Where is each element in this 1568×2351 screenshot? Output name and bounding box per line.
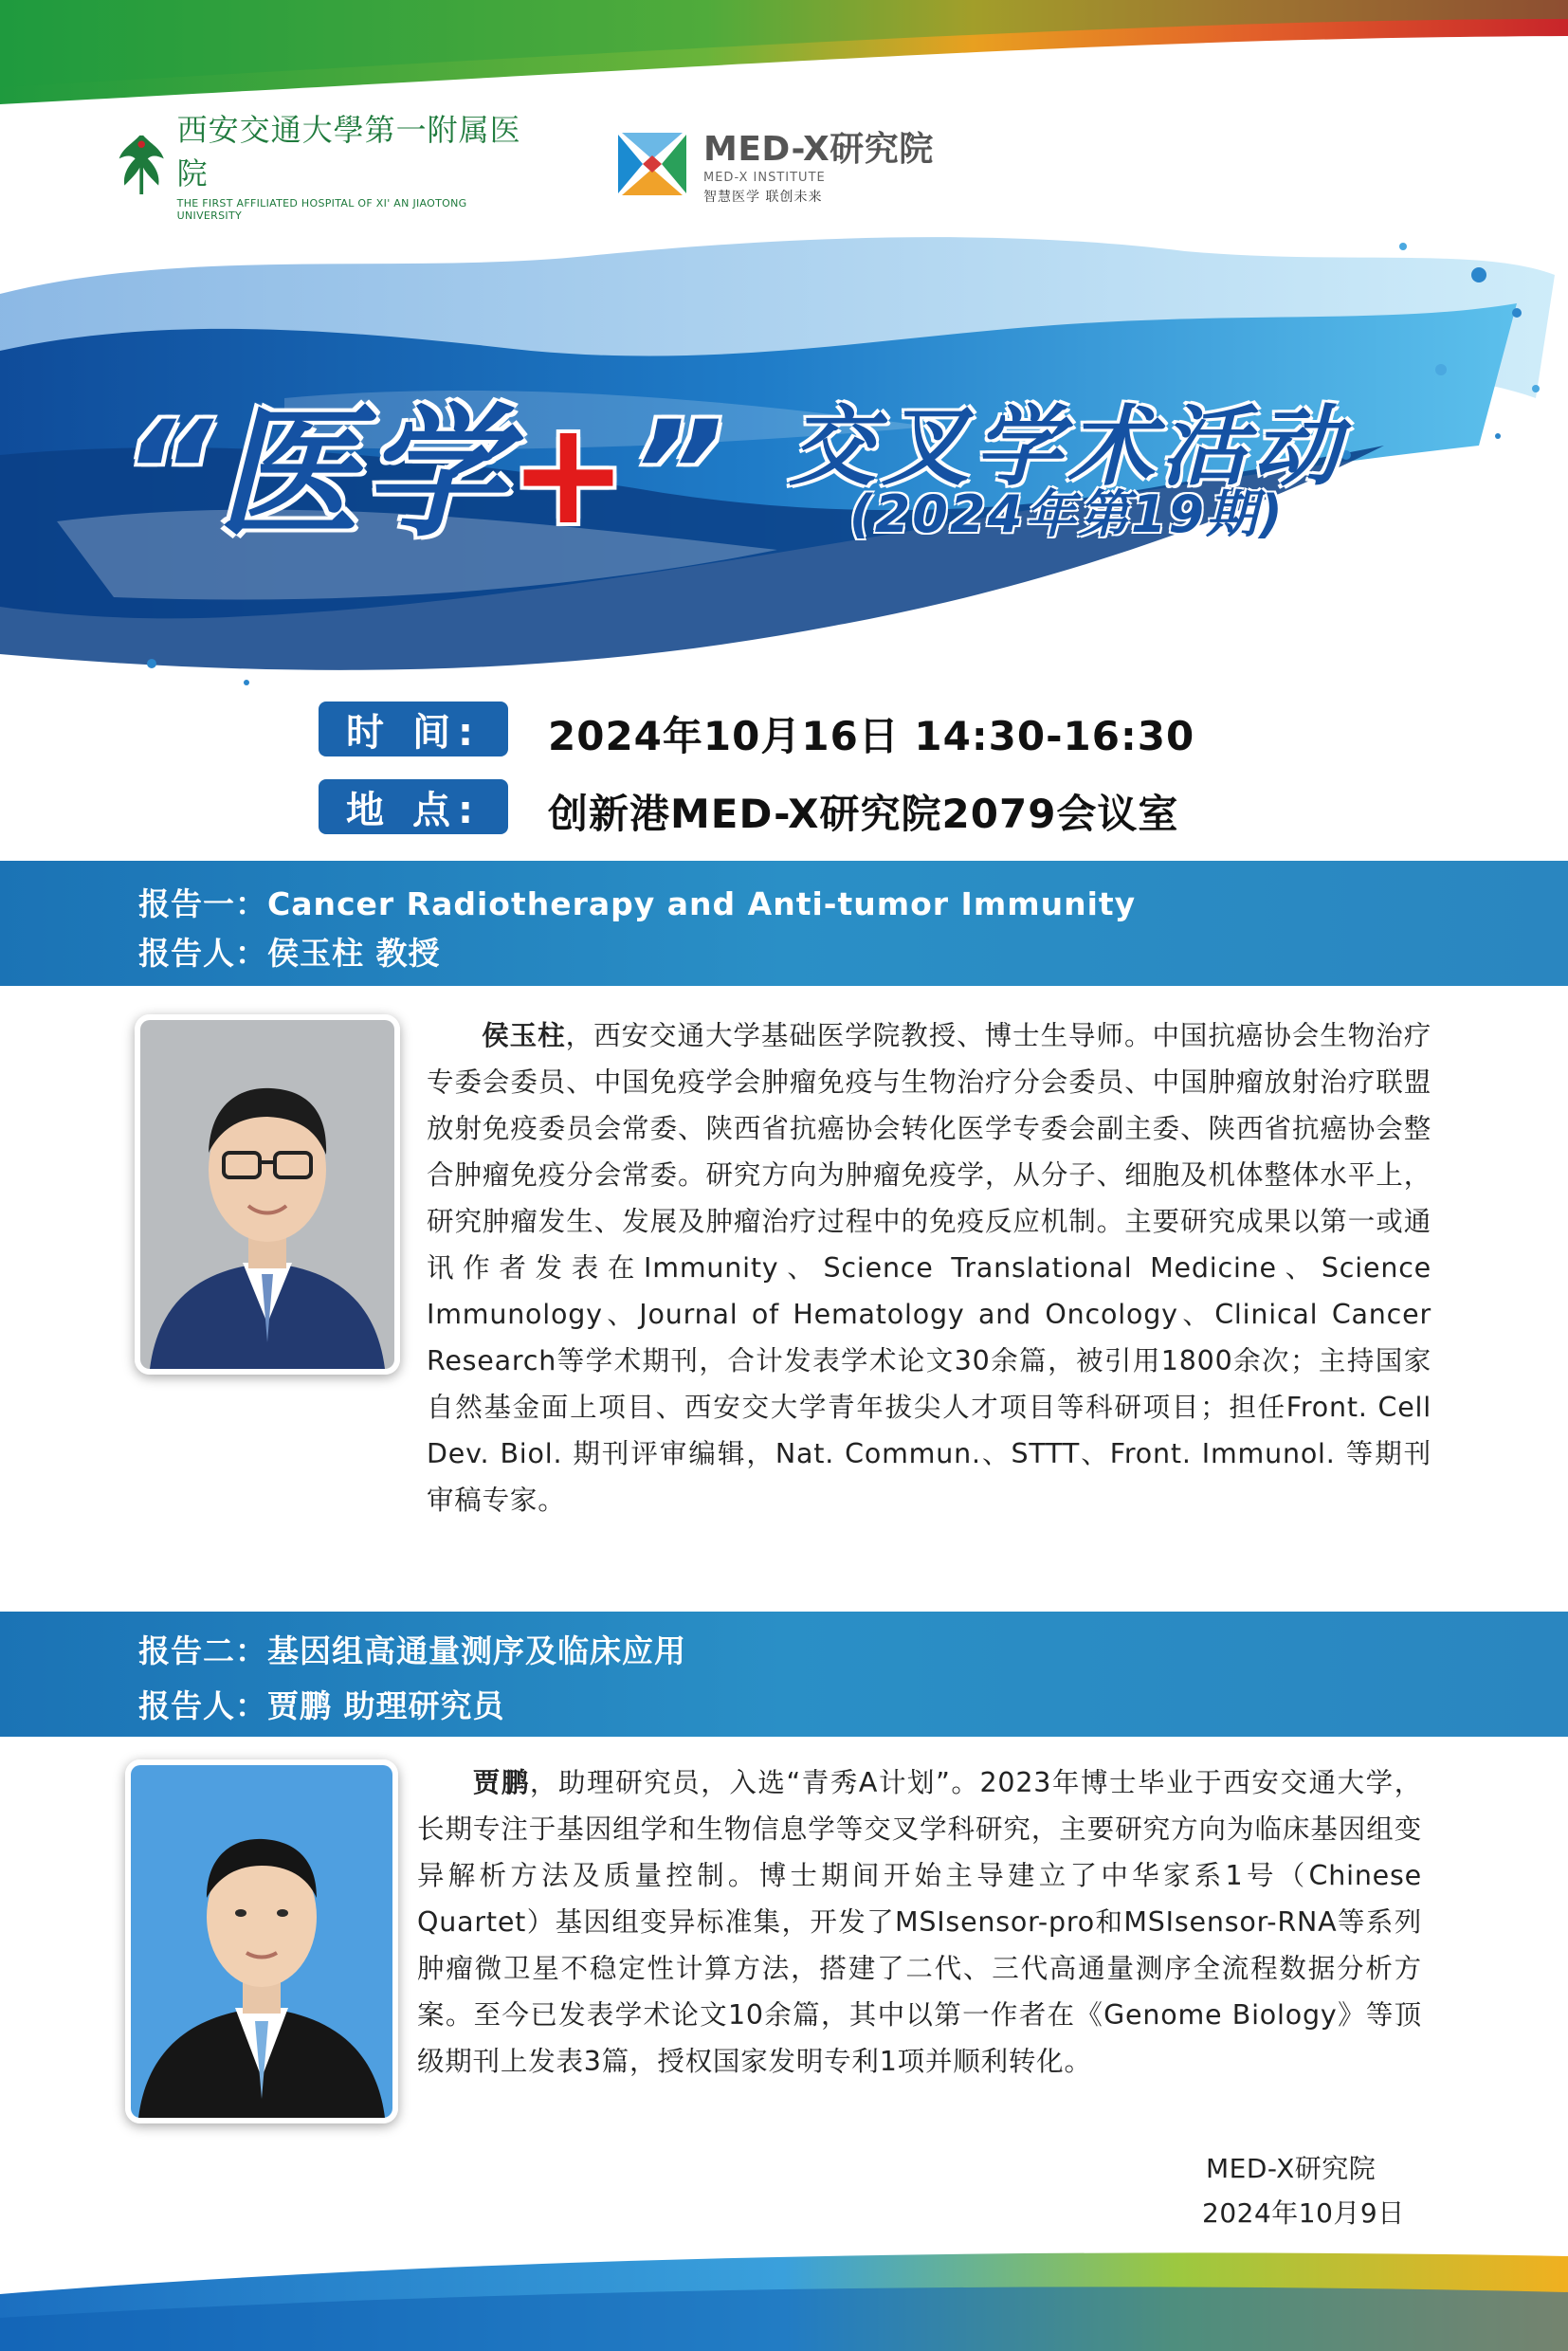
report1-header (0, 861, 1568, 986)
event-title-main (121, 358, 727, 563)
speaker1-photo (135, 1014, 400, 1375)
footer-date: 2024年10月9日 (1202, 2197, 1405, 2229)
speaker2-portrait-image (131, 1765, 392, 2118)
event-issue: (2024年第19期) (849, 484, 1285, 544)
top-decorative-band (0, 0, 1568, 114)
report2-speaker: 报告人：贾鹏 助理研究员 (138, 1687, 505, 1724)
institute-name: MED-X研究院 (703, 130, 934, 169)
institute-name-en: MED-X INSTITUTE (703, 171, 826, 185)
hospital-name-en: THE FIRST AFFILIATED HOSPITAL OF XI' AN JIAOTONG UNIVERSITY (176, 197, 467, 222)
place-label: 地 点: (319, 779, 508, 834)
bottom-decorative-band (0, 2237, 1568, 2351)
footer-organization: MED-X研究院 (1206, 2153, 1377, 2184)
time-label: 时 间: (319, 702, 508, 756)
hospital-emblem-icon (114, 130, 166, 198)
speaker1-bio-text: ，西安交通大学基础医学院教授、博士生导师。中国抗癌协会生物治疗专委会委员、中国免疫学会肿瘤免疫与生物治疗分会委员、中国肿瘤放射治疗联盟放射免疫委员会常委、陕西省抗癌协会转化医学专委会副主委、陕西省抗癌协会整合肿瘤免疫分会常委。研究方向为肿瘤免疫学，从分子、细胞及机体整体水平上，研究肿瘤发生、发展及肿瘤治疗过程中的免疫反应机制。主要研究成果以第一或通讯作者发表在Immunity、Science Translational Medicine、Science Immunology、Journal of Hematology and Oncology、Clinical Cancer Research等学术期刊，合计发表学术论文30余篇，被引用1800余次；主持国家自然基金面上项目、西安交大学青年拔尖人才项目等科研项目；担任Front. Cell Dev. Biol. 期刊评审编辑，Nat. Commun.、STTT、Front. Immunol. 等期刊审稿专家。 (427, 1020, 1431, 1516)
report1-speaker: 报告人：侯玉柱 教授 (138, 935, 441, 972)
speaker1-bio-name: 侯玉柱 (482, 1020, 566, 1051)
medx-institute-logo (614, 121, 956, 207)
speaker2-photo (125, 1759, 398, 2123)
hospital-logo (114, 112, 531, 222)
report2-header (0, 1612, 1568, 1737)
speaker2-bio-name: 贾鹏 (472, 1767, 530, 1798)
hospital-name: 西安交通大學第一附属医院 (176, 112, 521, 191)
event-title-sub: 交叉学术活动 (789, 396, 1347, 498)
place-value: 创新港MED-X研究院2079会议室 (548, 791, 1179, 837)
medx-logo-icon (614, 131, 690, 197)
speaker1-bio (427, 1012, 1431, 1523)
report1-title: 报告一：Cancer Radiotherapy and Anti-tumor Immunity (138, 885, 1137, 922)
institute-slogan: 智慧医学 联创未来 (703, 190, 823, 205)
speaker2-bio (417, 1759, 1422, 2085)
time-value: 2024年10月16日 14:30-16:30 (548, 713, 1195, 759)
report2-title: 报告二：基因组高通量测序及临床应用 (138, 1632, 686, 1669)
title-main-text: “医学 (121, 392, 509, 556)
title-main-quote: ” (631, 392, 727, 556)
speaker2-bio-text: ，助理研究员，入选“青秀A计划”。2023年博士毕业于西安交通大学，长期专注于基因组学和生物信息学等交叉学科研究，主要研究方向为临床基因组变异解析方法及质量控制。博士期间开始主导建立了中华家系1号（Chinese Quartet）基因组变异标准集，开发了MSIsensor-pro和MSIsensor-RNA等系列肿瘤微卫星不稳定性计算方法，搭建了二代、三代高通量测序全流程数据分析方案。至今已发表学术论文10余篇，其中以第一作者在《Genome Biology》等顶级期刊上发表3篇，授权国家发明专利1项并顺利转化。 (417, 1767, 1422, 2077)
speaker1-portrait-image (140, 1020, 394, 1369)
title-plus-symbol: + (508, 392, 632, 556)
